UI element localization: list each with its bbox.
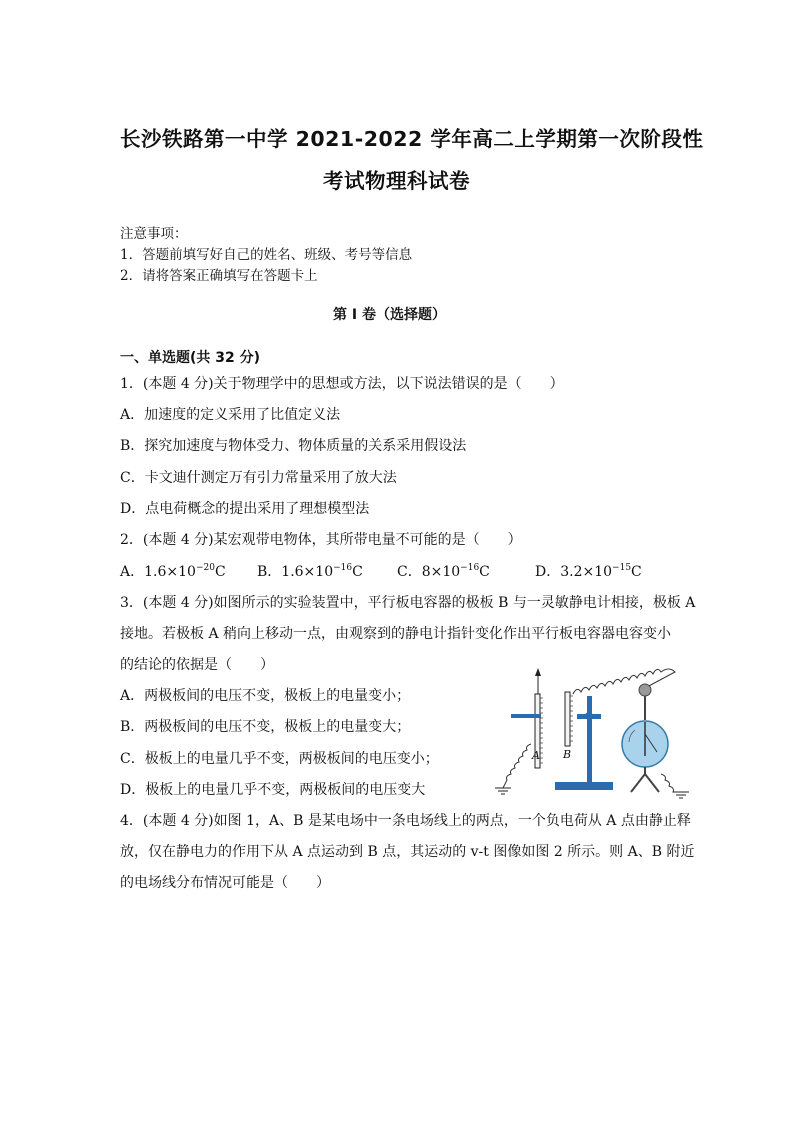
q3-stem-line: 的结论的依据是（ ）	[120, 657, 274, 673]
option-unit: C	[631, 564, 642, 580]
notes-item: 2．请将答案正确填写在答题卡上	[120, 268, 318, 284]
option-exponent: −16	[333, 563, 353, 573]
page-title-line-1: 长沙铁路第一中学 2021-2022 学年高二上学期第一次阶段性	[120, 127, 704, 151]
option-label: B．	[257, 564, 282, 580]
q2-stem: 2．(本题 4 分)某宏观带电物体，其所带电量不可能的是（ ）	[120, 532, 522, 548]
q1-option-c: C．卡文迪什测定万有引力常量采用了放大法	[120, 470, 397, 486]
option-base: 1.6×10	[144, 564, 196, 580]
q3-option-b: B．两极板间的电压不变，极板上的电量变大；	[120, 719, 411, 735]
q3-option-d: D．极板上的电量几乎不变，两极板间的电压变大	[120, 782, 426, 798]
q3-option-c: C．极板上的电量几乎不变，两极板间的电压变小；	[120, 751, 439, 767]
q2-option-b	[257, 561, 363, 581]
notes-item: 1．答题前填写好自己的姓名、班级、考号等信息	[120, 247, 413, 263]
q1-option-d: D．点电荷概念的提出采用了理想模型法	[120, 501, 370, 517]
page-title-line-2: 考试物理科试卷	[323, 169, 470, 193]
connecting-wire	[573, 669, 675, 694]
plate-b-label: B	[563, 748, 572, 761]
option-unit: C	[214, 564, 226, 580]
option-label: C．	[397, 564, 422, 580]
ground-icon	[673, 792, 689, 798]
ground-wire-electroscope	[661, 774, 679, 792]
option-exponent: −20	[195, 563, 215, 573]
q2-option-a	[120, 561, 226, 581]
q3-stem-line: 3．(本题 4 分)如图所示的实验装置中，平行板电容器的极板 B 与一灵敏静电计相接，极板 A	[120, 595, 696, 611]
electroscope	[622, 684, 668, 792]
q1-option-a: A．加速度的定义采用了比值定义法	[120, 407, 341, 423]
q4-stem-line: 的电场线分布情况可能是（ ）	[120, 875, 330, 891]
q4-stem-line: 4．(本题 4 分)如图 1，A、B 是某电场中一条电场线上的两点，一个负电荷从 A 点由静止释	[120, 813, 691, 829]
notes-heading: 注意事项：	[120, 226, 188, 242]
option-exponent: −16	[460, 563, 480, 573]
q3-stem-line: 接地。若极板 A 稍向上移动一点，由观察到的静电计指针变化作出平行板电容器电容变小	[120, 626, 672, 642]
option-unit: C	[352, 564, 363, 580]
option-exponent: −15	[612, 563, 632, 573]
up-arrow-icon	[535, 668, 541, 694]
q2-option-c	[397, 561, 490, 581]
stand	[555, 696, 613, 790]
option-label: A．	[120, 564, 145, 580]
option-base: 8×10	[421, 564, 461, 580]
q3-option-a: A．两极板间的电压不变，极板上的电量变小；	[120, 688, 411, 704]
option-base: 1.6×10	[281, 564, 334, 580]
option-base: 3.2×10	[560, 564, 613, 580]
option-label: D．	[535, 564, 561, 580]
q1-stem: 1．(本题 4 分)关于物理学中的思想或方法，以下说法错误的是（ ）	[120, 376, 564, 392]
volume-title: 第 I 卷（选择题）	[333, 307, 446, 323]
option-unit: C	[479, 564, 490, 580]
plate-b	[565, 692, 573, 746]
part-title: 一、单选题(共 32 分)	[120, 350, 261, 366]
plate-a-label: A	[532, 749, 540, 762]
q1-option-b: B．探究加速度与物体受力、物体质量的关系采用假设法	[120, 438, 467, 454]
q3-apparatus-figure	[485, 664, 700, 802]
q2-option-d	[535, 561, 642, 581]
ground-wire-a	[503, 744, 531, 788]
q4-stem-line: 放，仅在静电力的作用下从 A 点运动到 B 点，其运动的 v-t 图像如图 2 所示。则 A、B 附近	[120, 844, 695, 860]
ground-icon	[495, 788, 511, 794]
